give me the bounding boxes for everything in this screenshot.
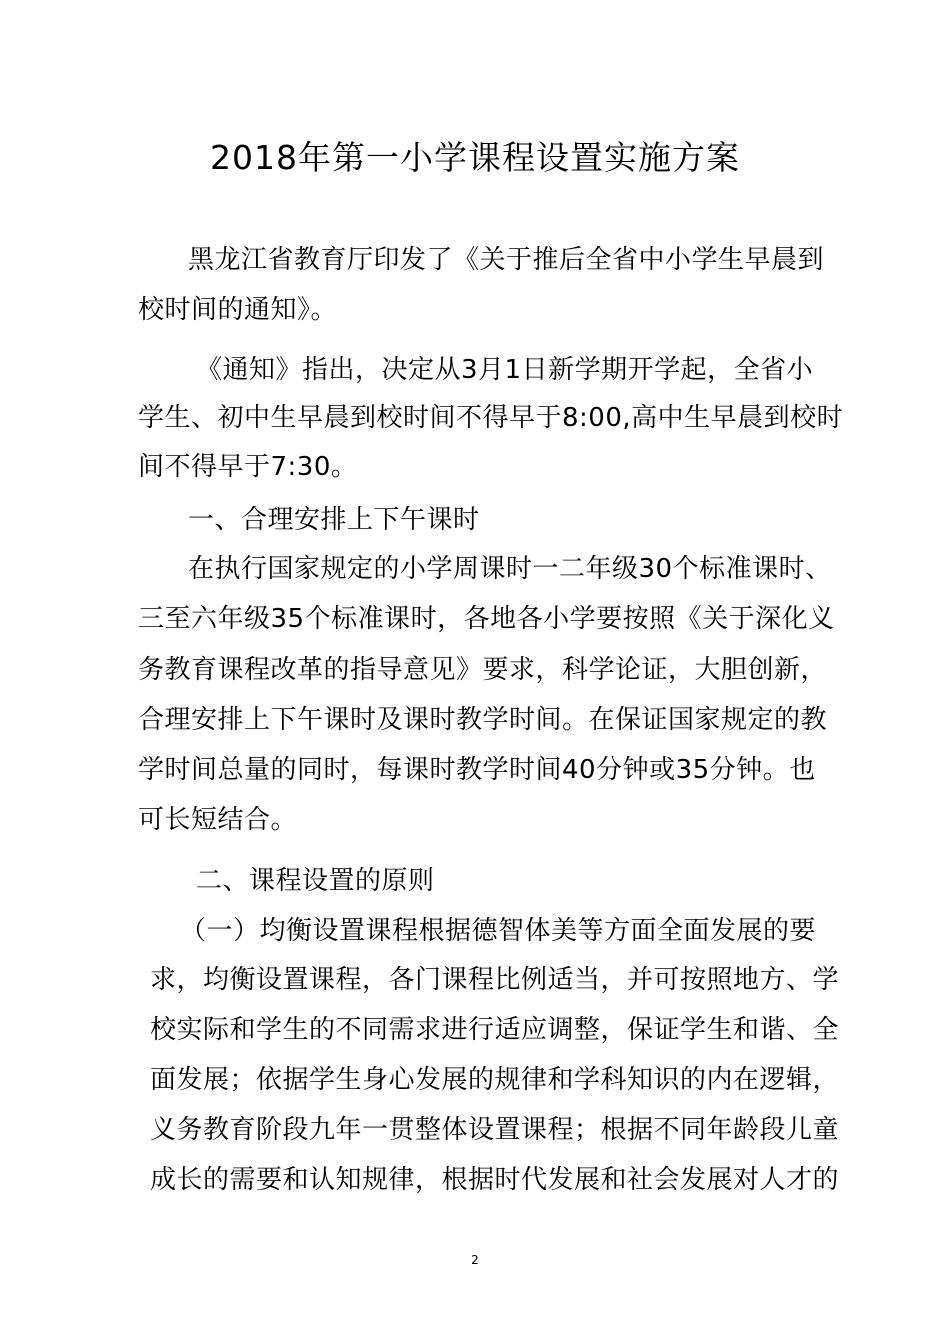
paragraph-line: 成长的需要和认知规律，根据时代发展和社会发展对人才的: [150, 1165, 840, 1195]
paragraph-line: 学时间总量的同时，每课时教学时间40分钟或35分钟。也: [138, 755, 816, 785]
paragraph-line: 合理安排上下午课时及课时教学时间。在保证国家规定的教: [138, 705, 828, 735]
paragraph-line: 求，均衡设置课程，各门课程比例适当，并可按照地方、学: [150, 965, 840, 995]
paragraph-line: 学生、初中生早晨到校时间不得早于8:00,高中生早晨到校时: [138, 403, 844, 433]
page-number: 2: [471, 1253, 479, 1267]
paragraph-line: 面发展；依据学生身心发展的规律和学科知识的内在逻辑，: [150, 1065, 840, 1095]
paragraph-line: 校实际和学生的不同需求进行适应调整，保证学生和谐、全: [150, 1015, 840, 1045]
paragraph-line: 三至六年级35个标准课时，各地各小学要按照《关于深化义: [138, 604, 835, 634]
paragraph-line: 可长短结合。: [138, 805, 298, 835]
section-heading: 一、合理安排上下午课时: [188, 505, 480, 535]
paragraph-line: 间不得早于7:30。: [138, 452, 358, 482]
paragraph-line: 义务教育阶段九年一贯整体设置课程；根据不同年龄段儿童: [150, 1115, 840, 1145]
paragraph-line: 务教育课程改革的指导意见》要求，科学论证，大胆创新，: [138, 655, 828, 685]
paragraph-line: 黑龙江省教育厅印发了《关于推后全省中小学生早晨到: [188, 245, 825, 275]
paragraph-line: （一）均衡设置课程根据德智体美等方面全面发展的要: [180, 916, 817, 946]
paragraph-line: 校时间的通知》。: [138, 295, 338, 325]
section-heading: 二、课程设置的原则: [196, 866, 435, 896]
document-title: 2018年第一小学课程设置实施方案: [210, 138, 740, 177]
paragraph-line: 在执行国家规定的小学周课时一二年级30个标准课时、: [188, 554, 832, 584]
paragraph-line: 《通知》指出，决定从3月1日新学期开学起，全省小: [196, 355, 814, 385]
